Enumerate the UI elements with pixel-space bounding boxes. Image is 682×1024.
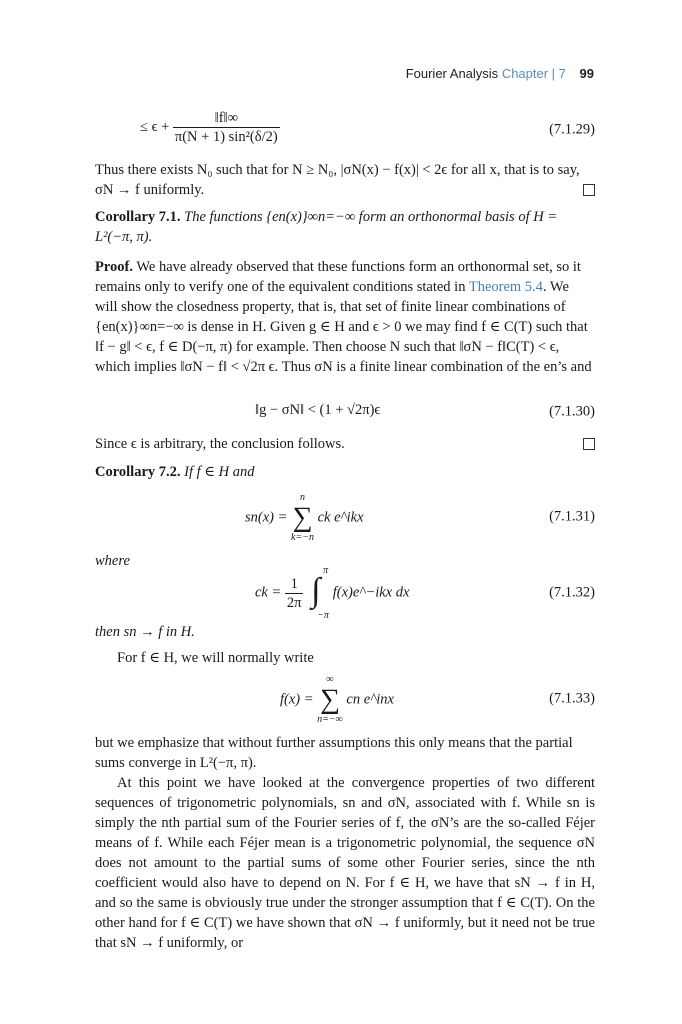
integral-symbol: ∫ π −π — [311, 565, 329, 621]
equation-number: (7.1.29) — [549, 121, 595, 138]
proof-text-2: . We will show the closedness property, that is, that set of finite linear combinations of {en(x)}∞n=−∞ is dense in H. Given g ∈ H and ϵ > 0 we may find f ∈ C(T) such that ‖f − g‖ < ϵ, f ∈ D(−π, π) for example. Then choose N such that ‖σN − f‖C(T) < ϵ, which implies ‖σN − f‖ < √2π ϵ. Thus σN is a finite linear combination of the en’s and — [95, 279, 592, 375]
running-header — [406, 66, 594, 81]
equation-7-1-29 — [95, 105, 595, 155]
eq-term: ck e^ikx — [317, 509, 364, 526]
summation-symbol: ∞ ∑ n=−∞ — [317, 674, 343, 725]
summation-symbol: n ∑ k=−n — [291, 492, 314, 543]
corollary-7-1 — [95, 207, 595, 247]
eq-fraction — [173, 109, 280, 146]
eq-fraction — [285, 575, 304, 612]
page-number: 99 — [579, 66, 594, 81]
proof-paragraph — [95, 257, 595, 377]
paragraph-text: but we emphasize that without further assumptions this only means that the partial sums converge in L²(−π, π). — [95, 735, 573, 771]
eq-body: ‖g − σN‖ < (1 + √2π)ϵ — [255, 402, 381, 418]
paragraph-text: At this point we have looked at the convergence properties of two different sequences of trigonometric polynomials, sn and σN, associated with f. While sn is simply the nth partial sum of the Fourier series of f, the σN’s are the so-called Féjer means of f. While each Féjer mean is a trigonometric polynomial, the sequence σN does not amount to the partial sums of some other Fourier series, since the nth coefficient would also have to depend on N. For f ∈ H, we have that sN → f in H, and so the same is obviously true under the stronger assumption that f ∈ C(T). On the other hand for f ∈ C(T) we have shown that σN → f uniformly, but it need not be true that sN → f uniformly, or — [95, 775, 595, 951]
equation-number: (7.1.30) — [549, 403, 595, 420]
book-title: Fourier Analysis — [405, 66, 499, 81]
paragraph-at — [95, 773, 595, 953]
qed-square-icon — [583, 438, 595, 450]
equation-7-1-32 — [95, 566, 595, 620]
eq-lhs: ck = — [255, 584, 282, 601]
sum-lower-limit: k=−n — [291, 532, 314, 543]
corollary-7-2 — [95, 462, 595, 482]
eq-numerator: 1 — [285, 575, 304, 594]
equation-number: (7.1.31) — [549, 508, 595, 525]
chapter-label: Chapter | 7 — [501, 66, 566, 81]
sum-upper-limit: ∞ — [326, 674, 334, 685]
sum-lower-limit: n=−∞ — [317, 714, 343, 725]
equation-7-1-31 — [95, 490, 595, 544]
eq-denominator: 2π — [286, 594, 302, 611]
theorem-link[interactable]: Theorem 5.4 — [468, 279, 543, 295]
eq-lhs: ≤ ϵ + — [140, 119, 170, 135]
equation-number: (7.1.33) — [549, 690, 595, 707]
eq-denominator: π(N + 1) sin²(δ/2) — [174, 129, 278, 145]
paragraph-text: For f ∈ H, we will normally write — [117, 650, 314, 666]
paragraph-since — [95, 434, 595, 454]
eq-term: cn e^inx — [346, 691, 394, 708]
eq-lhs: sn(x) = — [245, 509, 288, 526]
eq-numerator: ‖f‖∞ — [173, 109, 280, 128]
eq-integrand: f(x)e^−ikx dx — [332, 584, 410, 601]
paragraph-thus — [95, 160, 595, 200]
paragraph-text: Since ϵ is arbitrary, the conclusion follows. — [95, 436, 345, 452]
then-line — [95, 622, 595, 642]
corollary-label: Corollary 7.1. — [95, 209, 181, 225]
paragraph-but — [95, 733, 595, 773]
equation-number: (7.1.32) — [549, 584, 595, 601]
integral-upper-limit: π — [323, 565, 329, 576]
paragraph-text: Thus there exists N₀ such that for N ≥ N₀, |σN(x) − f(x)| < 2ϵ for all x, that is to say, σN → f uniformly. — [95, 162, 580, 198]
eq-lhs: f(x) = — [280, 691, 314, 708]
proof-text-1: We have already observed that these functions form an orthonormal set, so it remains only to verify one of the equivalent conditions stated in — [95, 259, 581, 295]
sum-upper-limit: n — [300, 492, 305, 503]
paragraph-for — [95, 648, 595, 668]
then-text: then sn → f in H. — [95, 624, 195, 640]
where-text: where — [95, 553, 130, 569]
equation-7-1-30 — [95, 400, 595, 424]
equation-7-1-33 — [95, 670, 595, 728]
qed-square-icon — [583, 184, 595, 196]
integral-lower-limit: −π — [317, 610, 329, 621]
corollary-text: The functions {en(x)}∞n=−∞ form an orthonormal basis of H = L²(−π, π). — [95, 209, 558, 245]
corollary-label: Corollary 7.2. — [95, 464, 181, 480]
proof-label: Proof. — [95, 259, 133, 275]
corollary-text: If f ∈ H and — [184, 464, 255, 480]
